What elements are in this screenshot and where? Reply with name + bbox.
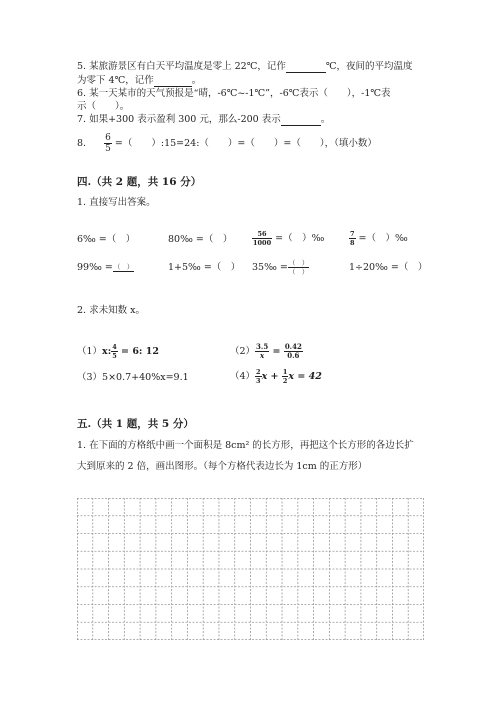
q6-line2: 示（ ）。: [77, 101, 130, 112]
calc-4: $\frac{7}{8}$ =（ ）‰: [350, 230, 408, 247]
q5-line1: [77, 61, 412, 73]
q5-blank-1[interactable]: [286, 62, 326, 73]
q7-text-a: 7. 如果+300 表示盈利 300 元，那么-200 表示: [77, 114, 281, 125]
q7-blank[interactable]: [281, 115, 321, 126]
equation-3: （3）5×0.7+40%x=9.1: [77, 372, 189, 383]
calc-5: 99‰ = （ ）: [77, 262, 134, 273]
calc-7: 35‰ = $\frac{( )}{( )}$: [252, 259, 309, 276]
q8-number: 8.: [77, 138, 87, 149]
calc-1: 6‰ =（ ）: [77, 234, 136, 245]
q5-text-d: 。: [191, 75, 202, 86]
q7-text-b: 。: [320, 114, 331, 125]
q5-line2: [77, 75, 201, 87]
calc-3: $\frac{56}{1000}$ =（ ）‰: [253, 230, 325, 247]
section-4-title: 四.（共 2 题，共 16 分）: [77, 176, 202, 188]
calc-6: 1+5‰ =（ ）: [168, 262, 241, 273]
sec4-q1-prompt: 1. 直接写出答案。: [77, 197, 156, 208]
sec5-prompt-line1: 1. 在下面的方格纸中画一个面积是 8cm² 的长方形，再把这个长方形的各边长扩: [77, 440, 414, 451]
equation-4: （4） $\frac{2}{3}$ x + $\frac{1}{2}$ x = 42: [230, 368, 322, 385]
q8-fraction: $\frac{6}{5}$: [105, 133, 111, 154]
section-5-title: 五.（共 1 题，共 5 分）: [77, 418, 194, 430]
equation-1: （1）x: $\frac{4}{5}$ = 6: 12: [77, 343, 159, 360]
calc-8: 1÷20‰ =（ ）: [349, 262, 428, 273]
q6-line1: 6. 某一天某市的天气预报是“晴，-6℃~-1℃”，-6℃表示（ ），-1℃表: [77, 88, 391, 99]
q8-line: [77, 133, 377, 154]
equation-2: （2） $\frac{3.5}{x}$ = $\frac{0.42}{0.6}$: [230, 342, 302, 360]
q5-text-b: ℃，夜间的平均温度: [325, 61, 413, 72]
q8-text: =（ ）:15=24:（ ）=（ ）=（ ），（填小数）: [114, 138, 377, 149]
q7-line: [77, 114, 330, 126]
q5-blank-2[interactable]: [154, 76, 192, 87]
q5-text-c: 为零下 4℃，记作: [77, 75, 154, 86]
calc-2: 80‰ =（ ）: [168, 234, 233, 245]
q5-text-a: 5. 某旅游景区有白天平均温度是零上 22℃，记作: [77, 61, 286, 72]
sec5-prompt-line2: 大到原来的 2 倍，画出图形。（每个方格代表边长为 1cm 的正方形）: [77, 461, 368, 472]
sec4-q2-prompt: 2. 求未知数 x。: [77, 305, 145, 316]
square-grid-paper[interactable]: [77, 498, 424, 640]
